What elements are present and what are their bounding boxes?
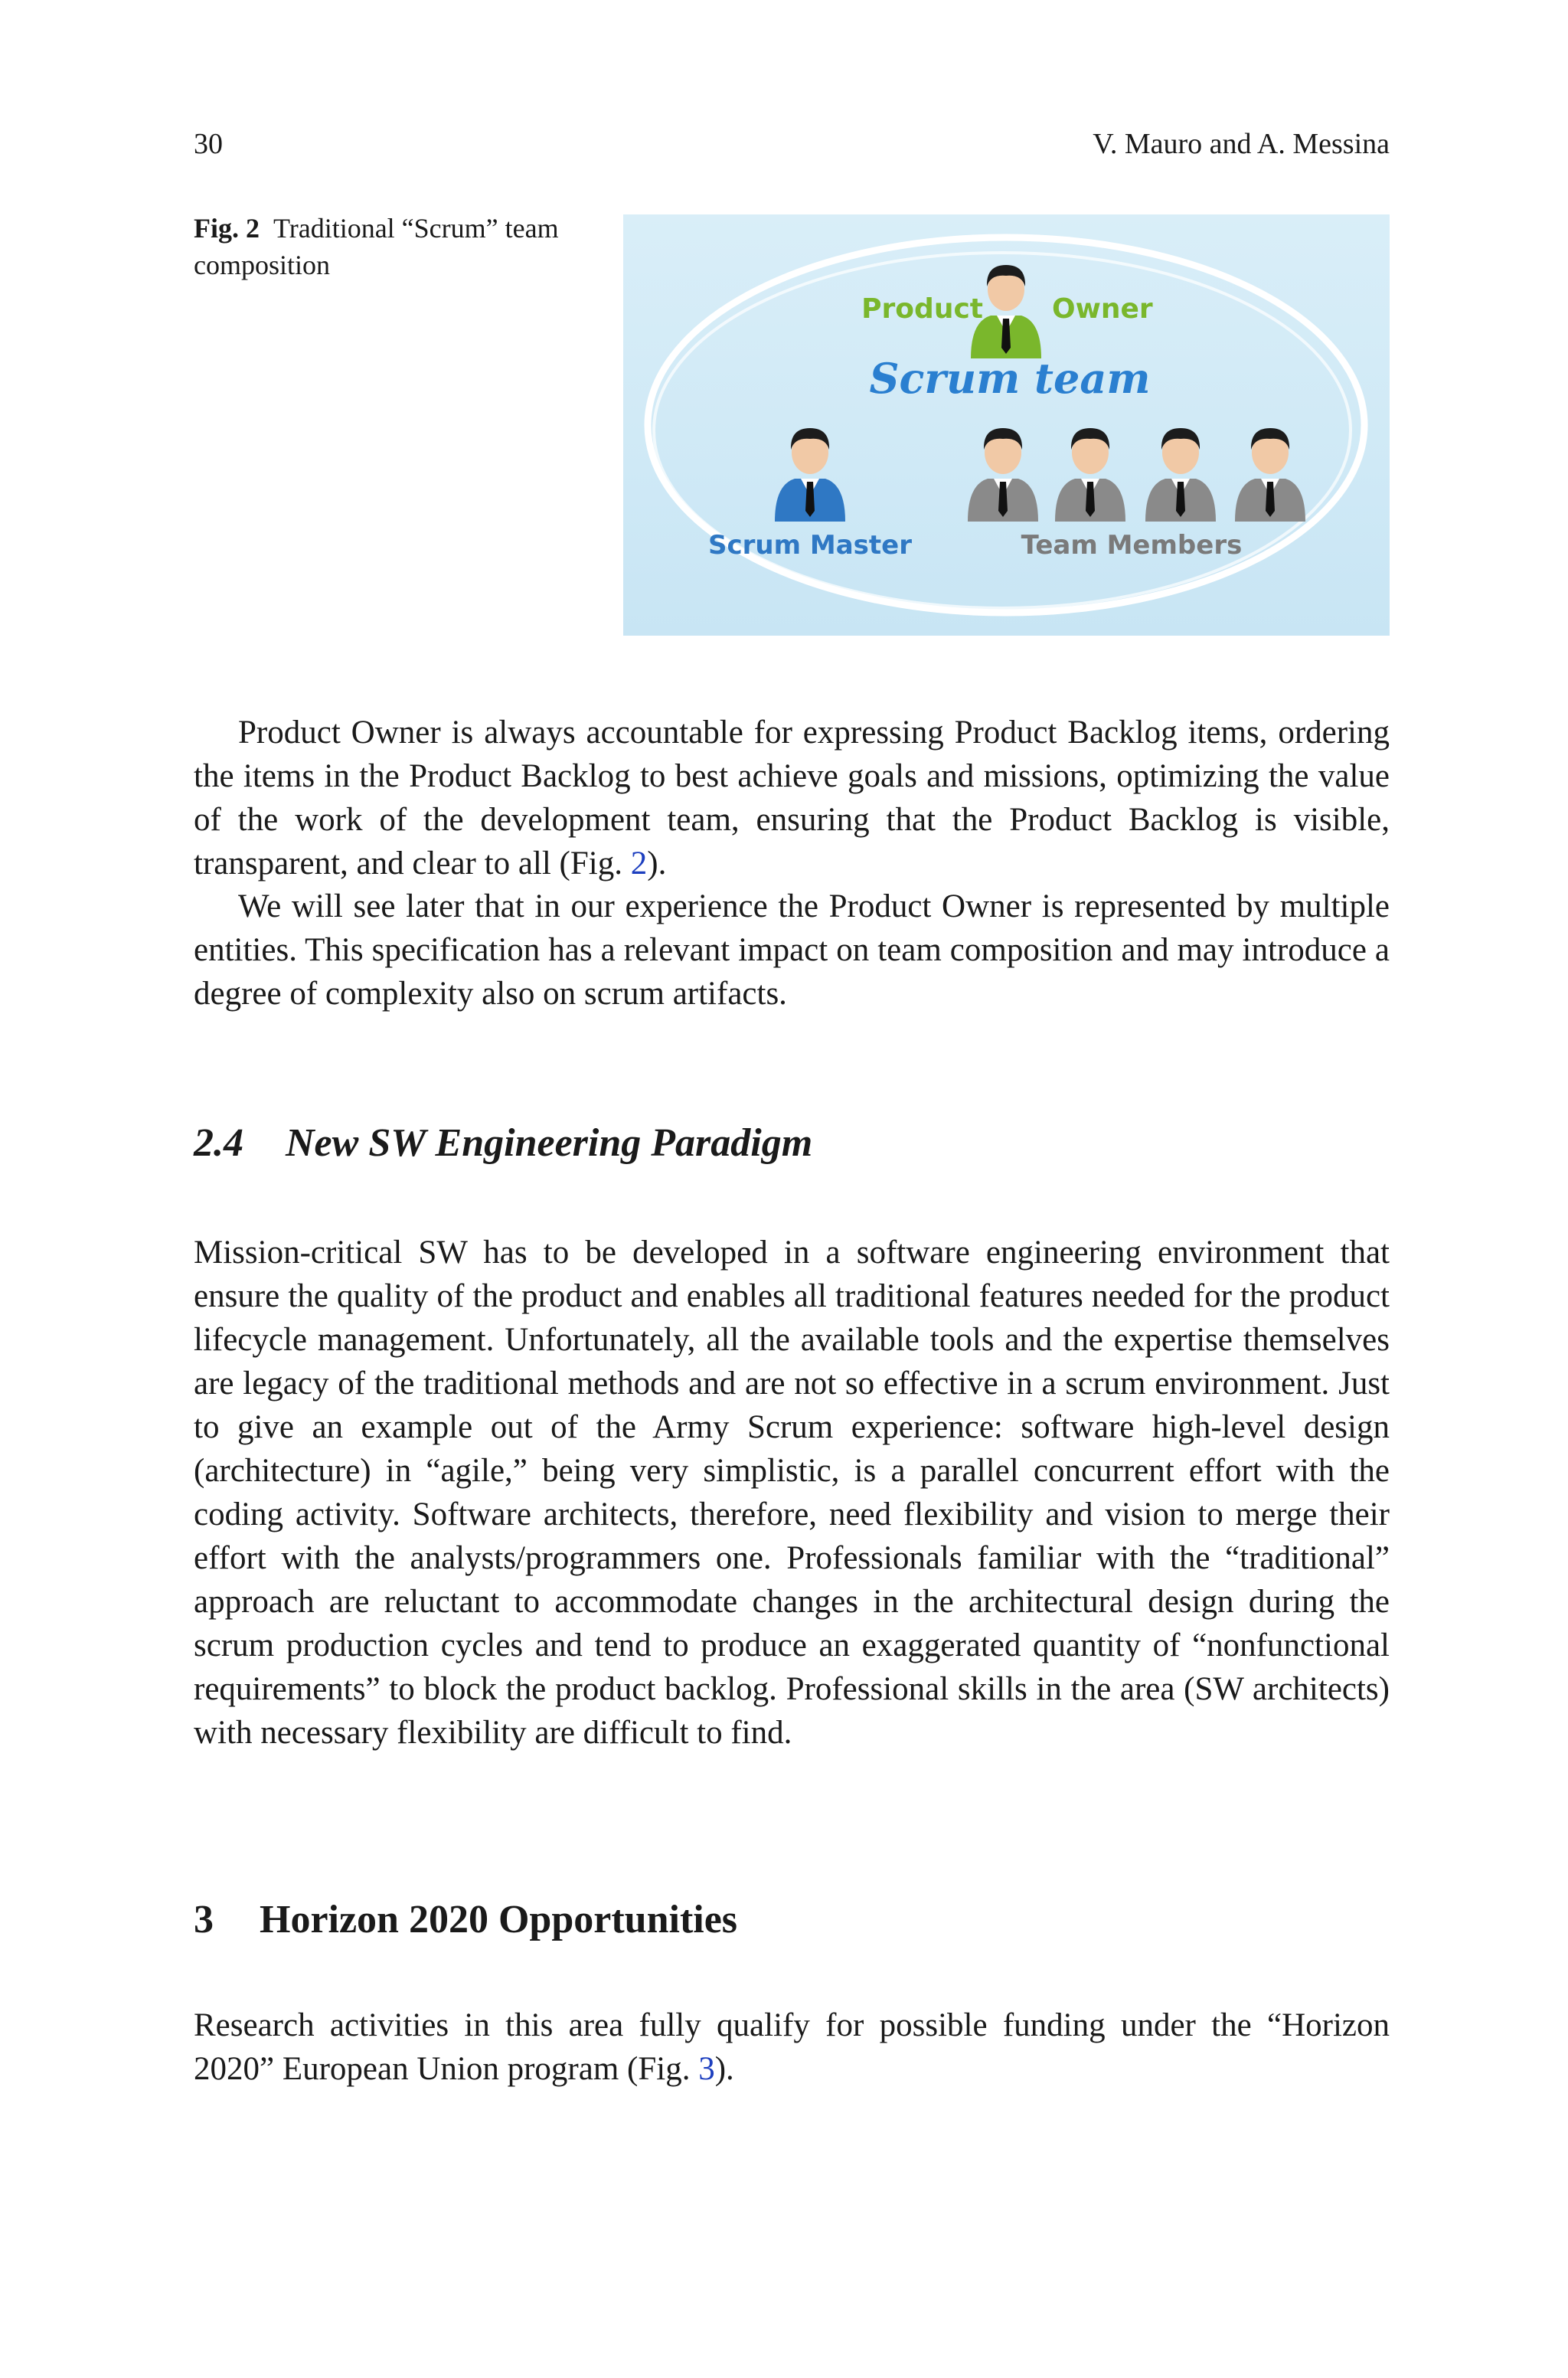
running-head bbox=[194, 127, 1390, 164]
page-number: 30 bbox=[194, 128, 223, 160]
figure-3-reference-link[interactable]: 3 bbox=[698, 2051, 715, 2087]
scrum-master-icon bbox=[775, 428, 845, 522]
section-heading-3 bbox=[194, 1897, 1390, 1942]
figure-label: Fig. 2 bbox=[194, 213, 260, 244]
section-title: New SW Engineering Paradigm bbox=[286, 1121, 813, 1165]
figure-caption-text: Traditional “Scrum” team composition bbox=[194, 213, 559, 280]
scrum-team-title: Scrum team bbox=[869, 354, 1151, 403]
paragraph-product-owner: Product Owner is always accountable for expressing Product Backlog items, ordering the items in the Product Backlog to best achieve goals and missions, optimizing the value of the work of the development team, ensuring that the Product Backlog is visible, transparent, and clear to all (Fig. 2). bbox=[194, 715, 1390, 882]
paragraph-mission-critical: Mission-critical SW has to be developed in a software engineering environment that ensure the quality of the product and enables all traditional features needed for the product lifecycle management. Unfortunately, all the available tools and the expertise themselves are legacy of the traditional methods and are not so effective in a scrum environment. Just to give an example out of the Army Scrum experience: software high-level design (architecture) in “agile,” being very simplistic, is a parallel concurrent effort with the coding activity. Software architects, therefore, need flexibility and vision to merge their effort with the analysts/programmers one. Professionals familiar with the “traditional” approach are reluctant to accommodate changes in the architectural design during the scrum production cycles and tend to produce an exaggerated quantity of “nonfunctional requirements” to block the product backlog. Professional skills in the area (SW architects) with necessary flexibility are difficult to find. bbox=[194, 1235, 1390, 1751]
scrum-team-diagram bbox=[623, 214, 1390, 636]
section-title: Horizon 2020 Opportunities bbox=[260, 1898, 738, 1941]
owner-label: Owner bbox=[1052, 293, 1153, 325]
section-number: 2.4 bbox=[194, 1121, 243, 1165]
running-authors: V. Mauro and A. Messina bbox=[1093, 128, 1390, 160]
figure-caption bbox=[194, 210, 577, 283]
scrum-master-label: Scrum Master bbox=[708, 530, 912, 561]
figure-2-reference-link[interactable]: 2 bbox=[630, 846, 648, 882]
scrum-team-figure bbox=[623, 214, 1390, 636]
team-member-icon bbox=[968, 428, 1038, 522]
paragraph-multiple-entities: We will see later that in our experience the Product Owner is represented by multiple entities. This specification has a relevant impact on team composition and may introduce a degree of complexity also on scrum artifacts. bbox=[194, 888, 1390, 1012]
section-number: 3 bbox=[194, 1898, 214, 1941]
team-members-label: Team Members bbox=[1021, 530, 1243, 561]
team-member-icon bbox=[1235, 428, 1305, 522]
paragraph-horizon-2020: Research activities in this area fully qualify for possible funding under the “Horizon 2020” European Union program (Fig. 3). bbox=[194, 2007, 1390, 2087]
product-label: Product bbox=[861, 293, 983, 325]
team-member-icon bbox=[1055, 428, 1125, 522]
team-member-icon bbox=[1145, 428, 1216, 522]
section-heading-2-4 bbox=[194, 1120, 1390, 1166]
